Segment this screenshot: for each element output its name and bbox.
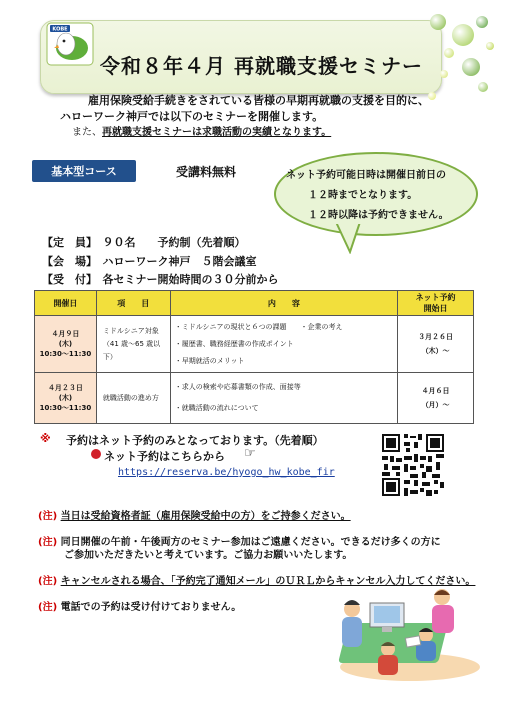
decor-bubble	[430, 14, 446, 30]
caution-1-text: 当日は受給資格者証（雇用保険受給中の方）をご持参ください。	[60, 511, 351, 522]
intro-line-3	[72, 125, 331, 141]
row-reserve-line-1: ４月６日	[421, 387, 450, 395]
header-item: 項 目	[96, 291, 170, 316]
row-content-line-1: ・求人の検索や応募書類の作成、面接等	[174, 383, 301, 391]
caution-mark: (注)	[38, 602, 58, 613]
caution-2-text-b: ご参加いただきたいと考えています。ご協力お願いいたします。	[64, 550, 353, 561]
row-date-line-1: ４月９日	[51, 330, 80, 338]
row-date-line-2: (木)	[58, 340, 73, 348]
speech-line-1: ネット予約可能日時は開催日前日の	[286, 170, 446, 181]
decor-bubble	[476, 16, 488, 28]
caution-2-text-a: 同日開催の午前・午後両方のセミナー参加はご遠慮ください。できるだけ多くの方に	[60, 537, 441, 548]
row-item	[96, 316, 170, 373]
row-date-line-2: (木)	[58, 394, 73, 402]
decor-bubble	[478, 82, 488, 92]
fee-label: 受講料無料	[176, 165, 237, 179]
header-reserve-line-1: ネット予約	[415, 293, 456, 302]
decor-bubble	[440, 70, 448, 78]
header-date: 開催日	[35, 291, 97, 316]
decor-bubble	[444, 48, 454, 58]
row-content-line-3: ・早期就活のメリット	[174, 356, 245, 365]
logo-text: KOBE	[52, 26, 68, 33]
info-capacity: 【定 員】 ９０名 予約制（先着順）	[42, 236, 246, 249]
header-content: 内 容	[170, 291, 397, 316]
row-date	[35, 373, 97, 424]
intro-line-3-underlined: 再就職支援セミナーは求職活動の実績となります。	[102, 127, 332, 138]
row-reserve-line-2: （月）～	[421, 401, 450, 409]
row-date	[35, 316, 97, 373]
table-row	[35, 316, 474, 373]
row-content-line-2: ・履歴書、職務経歴書の作成ポイント	[174, 339, 294, 348]
row-date-line-3: 10:30～11:30	[39, 404, 92, 412]
caution-3-text: キャンセルされる場合、「予約完了通知メール」のＵＲＬからキャンセル入力してください。	[60, 576, 476, 587]
row-content	[170, 373, 397, 424]
reservation-url-link[interactable]: https://reserva.be/hyogo_hw_kobe_fir	[118, 467, 335, 478]
page-title: 令和８年４月 再就職支援セミナー	[100, 54, 423, 78]
table-row	[35, 373, 474, 424]
speech-line-2: １２時までとなります。	[308, 190, 418, 201]
decor-bubble	[452, 24, 474, 46]
red-dot-icon	[91, 449, 101, 459]
row-reserve-line-2: （木）～	[421, 347, 450, 355]
reservation-here-label: ネット予約はこちらから	[104, 450, 225, 463]
header-reserve	[398, 291, 474, 316]
row-reserve	[398, 373, 474, 424]
row-content-line-2: ・就職活動の流れについて	[174, 404, 259, 412]
reservation-mark: ※	[40, 432, 51, 445]
speech-bubble-tail	[330, 220, 370, 254]
intro-line-1: 雇用保険受給手続きをされている皆様の早期再就職の支援を目的に、	[88, 94, 429, 107]
header-reserve-line-2: 開始日	[423, 304, 448, 313]
caution-mark: (注)	[38, 576, 58, 587]
caution-1	[38, 507, 351, 522]
row-item-line-1: ミドルシニア対象	[102, 326, 159, 335]
intro-line-2: ハローワーク神戸では以下のセミナーを開催します。	[60, 110, 324, 123]
row-item-line-1: 就職活動の進め方	[102, 393, 159, 402]
schedule-table	[34, 290, 474, 424]
caution-4-text: 電話での予約は受け付けておりません。	[60, 602, 242, 613]
seminar-illustration	[330, 575, 480, 685]
pointing-hand-icon: ☞	[244, 446, 256, 461]
decor-bubble	[428, 92, 436, 100]
decor-bubble	[462, 58, 480, 76]
course-badge: 基本型コース	[32, 160, 136, 182]
row-reserve	[398, 316, 474, 373]
row-content	[170, 316, 397, 373]
row-date-line-1: ４月２３日	[47, 384, 83, 392]
kobe-mascot-logo-icon	[46, 22, 94, 66]
decor-bubble	[486, 42, 494, 50]
caution-mark: (注)	[38, 511, 58, 522]
row-reserve-line-1: ３月２６日	[418, 333, 454, 341]
qr-code[interactable]	[380, 432, 446, 498]
speech-line-3: １２時以降は予約できません。	[308, 210, 449, 221]
row-item	[96, 373, 170, 424]
info-venue: 【会 場】 ハローワーク神戸 ５階会議室	[42, 255, 257, 268]
row-content-line-1: ・ミドルシニアの現状と６つの課題 ・企業の考え	[174, 322, 343, 331]
row-item-line-2: （41 歳～65 歳以下）	[102, 339, 161, 361]
row-date-line-3: 10:30～11:30	[39, 350, 92, 358]
intro-line-3-prefix: また、	[72, 127, 102, 138]
info-reception: 【受 付】 各セミナー開始時間の３０分前から	[42, 273, 279, 286]
reservation-net-only: 予約はネット予約のみとなっております。（先着順）	[66, 434, 324, 447]
caution-4	[38, 598, 241, 613]
table-header-row	[35, 291, 474, 316]
caution-mark: (注)	[38, 537, 58, 548]
